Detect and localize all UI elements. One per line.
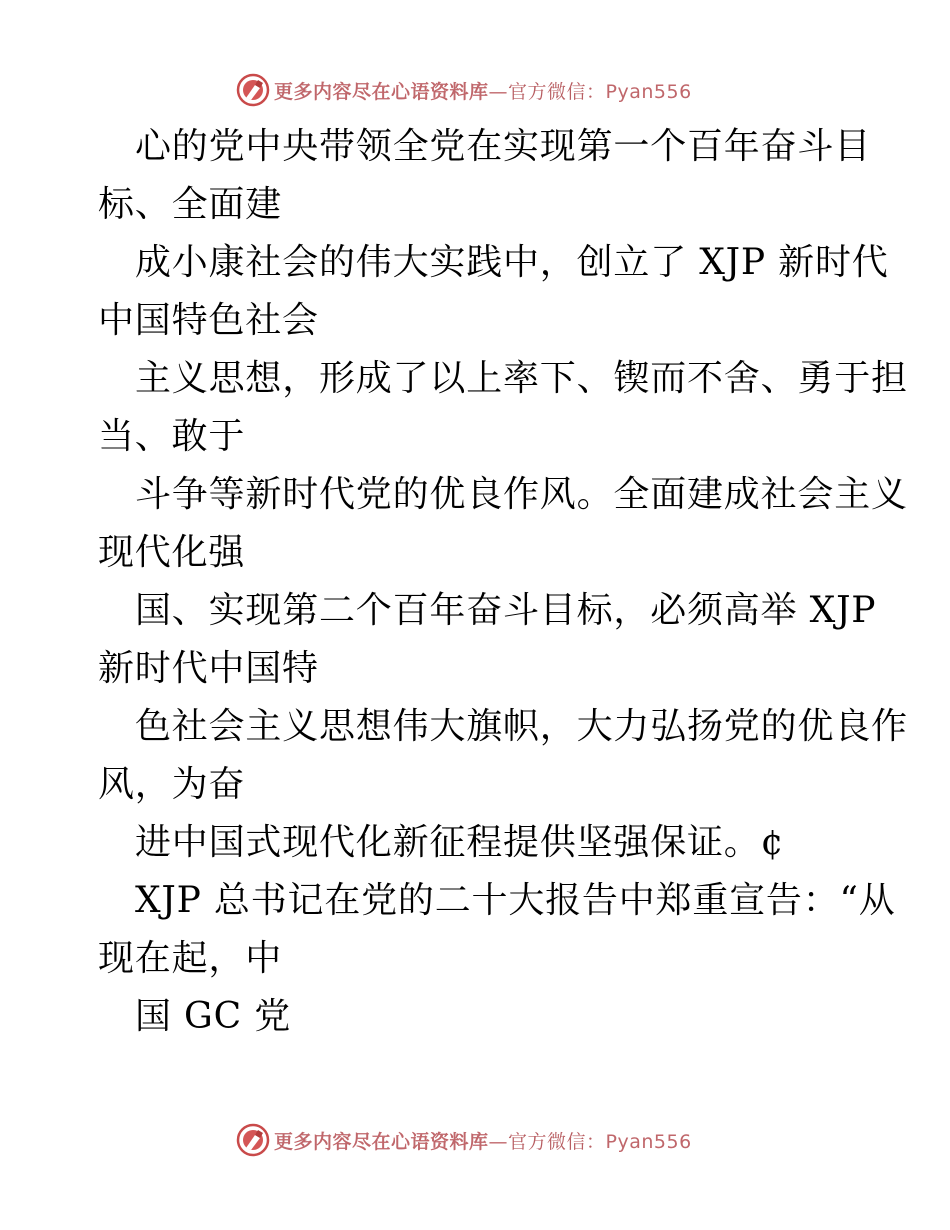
- text-line: 现在起，中: [98, 938, 283, 979]
- watermark-official-label: 官方微信：: [508, 1130, 606, 1153]
- header-watermark: [236, 72, 692, 108]
- watermark-official-label: 官方微信：: [508, 80, 606, 103]
- watermark-dash: —: [488, 1130, 509, 1153]
- text-line: 新时代中国特: [98, 648, 319, 689]
- watermark-dash: —: [488, 80, 509, 103]
- text-line: 成小康社会的伟大实践中，创立了 XJP 新时代: [135, 242, 889, 283]
- text-line: 标、全面建: [98, 184, 283, 225]
- watermark-wechat-id: Pyan556: [605, 80, 692, 103]
- text-line: 国、实现第二个百年奋斗目标，必须高举 XJP: [135, 590, 877, 631]
- text-line: 色社会主义思想伟大旗帜，大力弘扬党的优良作: [135, 706, 908, 747]
- pen-nib-logo-icon: [236, 73, 270, 107]
- text-line: 进中国式现代化新征程提供坚强保证。¢: [135, 822, 785, 863]
- text-line: 现代化强: [98, 532, 246, 573]
- text-line: 中国特色社会: [98, 300, 319, 341]
- text-line: 国 GC 党: [135, 996, 291, 1037]
- footer-watermark: [236, 1122, 692, 1158]
- watermark-text: [274, 1127, 692, 1154]
- text-line: 风，为奋: [98, 764, 246, 805]
- watermark-site-text: 更多内容尽在心语资料库: [274, 80, 489, 103]
- text-line: 主义思想，形成了以上率下、锲而不舍、勇于担: [135, 358, 908, 399]
- watermark-text: [274, 77, 692, 104]
- watermark-site-text: 更多内容尽在心语资料库: [274, 1130, 489, 1153]
- watermark-wechat-id: Pyan556: [605, 1130, 692, 1153]
- pen-nib-logo-icon: [236, 1123, 270, 1157]
- text-line: 斗争等新时代党的优良作风。全面建成社会主义: [135, 474, 908, 515]
- text-line: XJP 总书记在党的二十大报告中郑重宣告：“从: [135, 880, 896, 921]
- text-line: 当、敢于: [98, 416, 246, 457]
- text-line: 心的党中央带领全党在实现第一个百年奋斗目: [135, 126, 872, 167]
